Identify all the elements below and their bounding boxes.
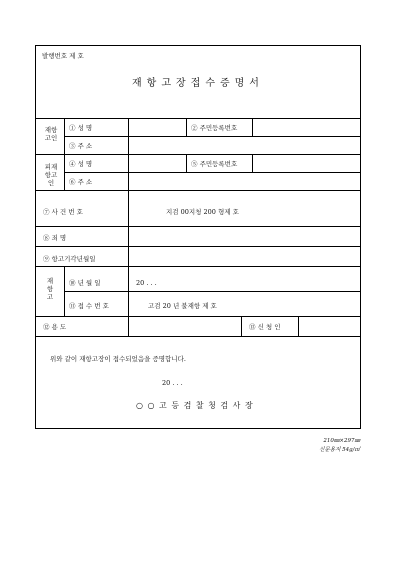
paper-stock-note: 신문용지 54g/㎡	[319, 447, 360, 453]
respondent-address-label: ⑥ 주 소	[69, 178, 93, 186]
issue-number: 발행번호 제 호	[42, 52, 84, 60]
purpose-label: ⑫ 용 도	[43, 323, 67, 331]
applicant-label: ⑬ 신 청 인	[249, 323, 281, 331]
reappeal-date-value: 20 . . .	[136, 279, 157, 287]
case-number-label: ⑦ 사 건 번 호	[43, 208, 83, 216]
document-title: 재항고장접수증명서	[132, 78, 264, 89]
respondent-id-label: ⑤ 주민등록번호	[191, 160, 238, 168]
receipt-number-value: 고검 20 년 불재항 제 호	[148, 302, 217, 310]
respondent-name-label: ④ 성 명	[69, 160, 93, 168]
issuer-name: ○ ○ 고 등 검 찰 청 검 사 장	[136, 401, 254, 410]
appellant-name-label: ① 성 명	[69, 124, 93, 132]
certificate-form	[35, 45, 361, 429]
reappeal-side-label: 재항고	[46, 277, 54, 301]
signature-date: 20 . . .	[162, 379, 183, 387]
respondent-side-label: 피재항고인	[44, 163, 58, 187]
paper-size-note: 210㎜×297㎜	[323, 438, 360, 444]
certification-statement: 위와 같이 재항고장이 접수되었음을 증명합니다.	[50, 355, 186, 363]
receipt-number-label: ⑪ 접 수 번 호	[69, 302, 109, 310]
charge-label: ⑧ 죄 명	[43, 234, 67, 242]
appellant-id-label: ② 주민등록번호	[191, 124, 238, 132]
reappeal-date-label: ⑩ 년 월 일	[69, 279, 101, 287]
dismissal-date-label: ⑨ 항고기각년월일	[43, 255, 96, 263]
appellant-address-label: ③ 주 소	[69, 142, 93, 150]
case-number-value: 지검 00지청 200 형제 호	[166, 208, 239, 216]
appellant-side-label: 재항고인	[44, 126, 58, 142]
